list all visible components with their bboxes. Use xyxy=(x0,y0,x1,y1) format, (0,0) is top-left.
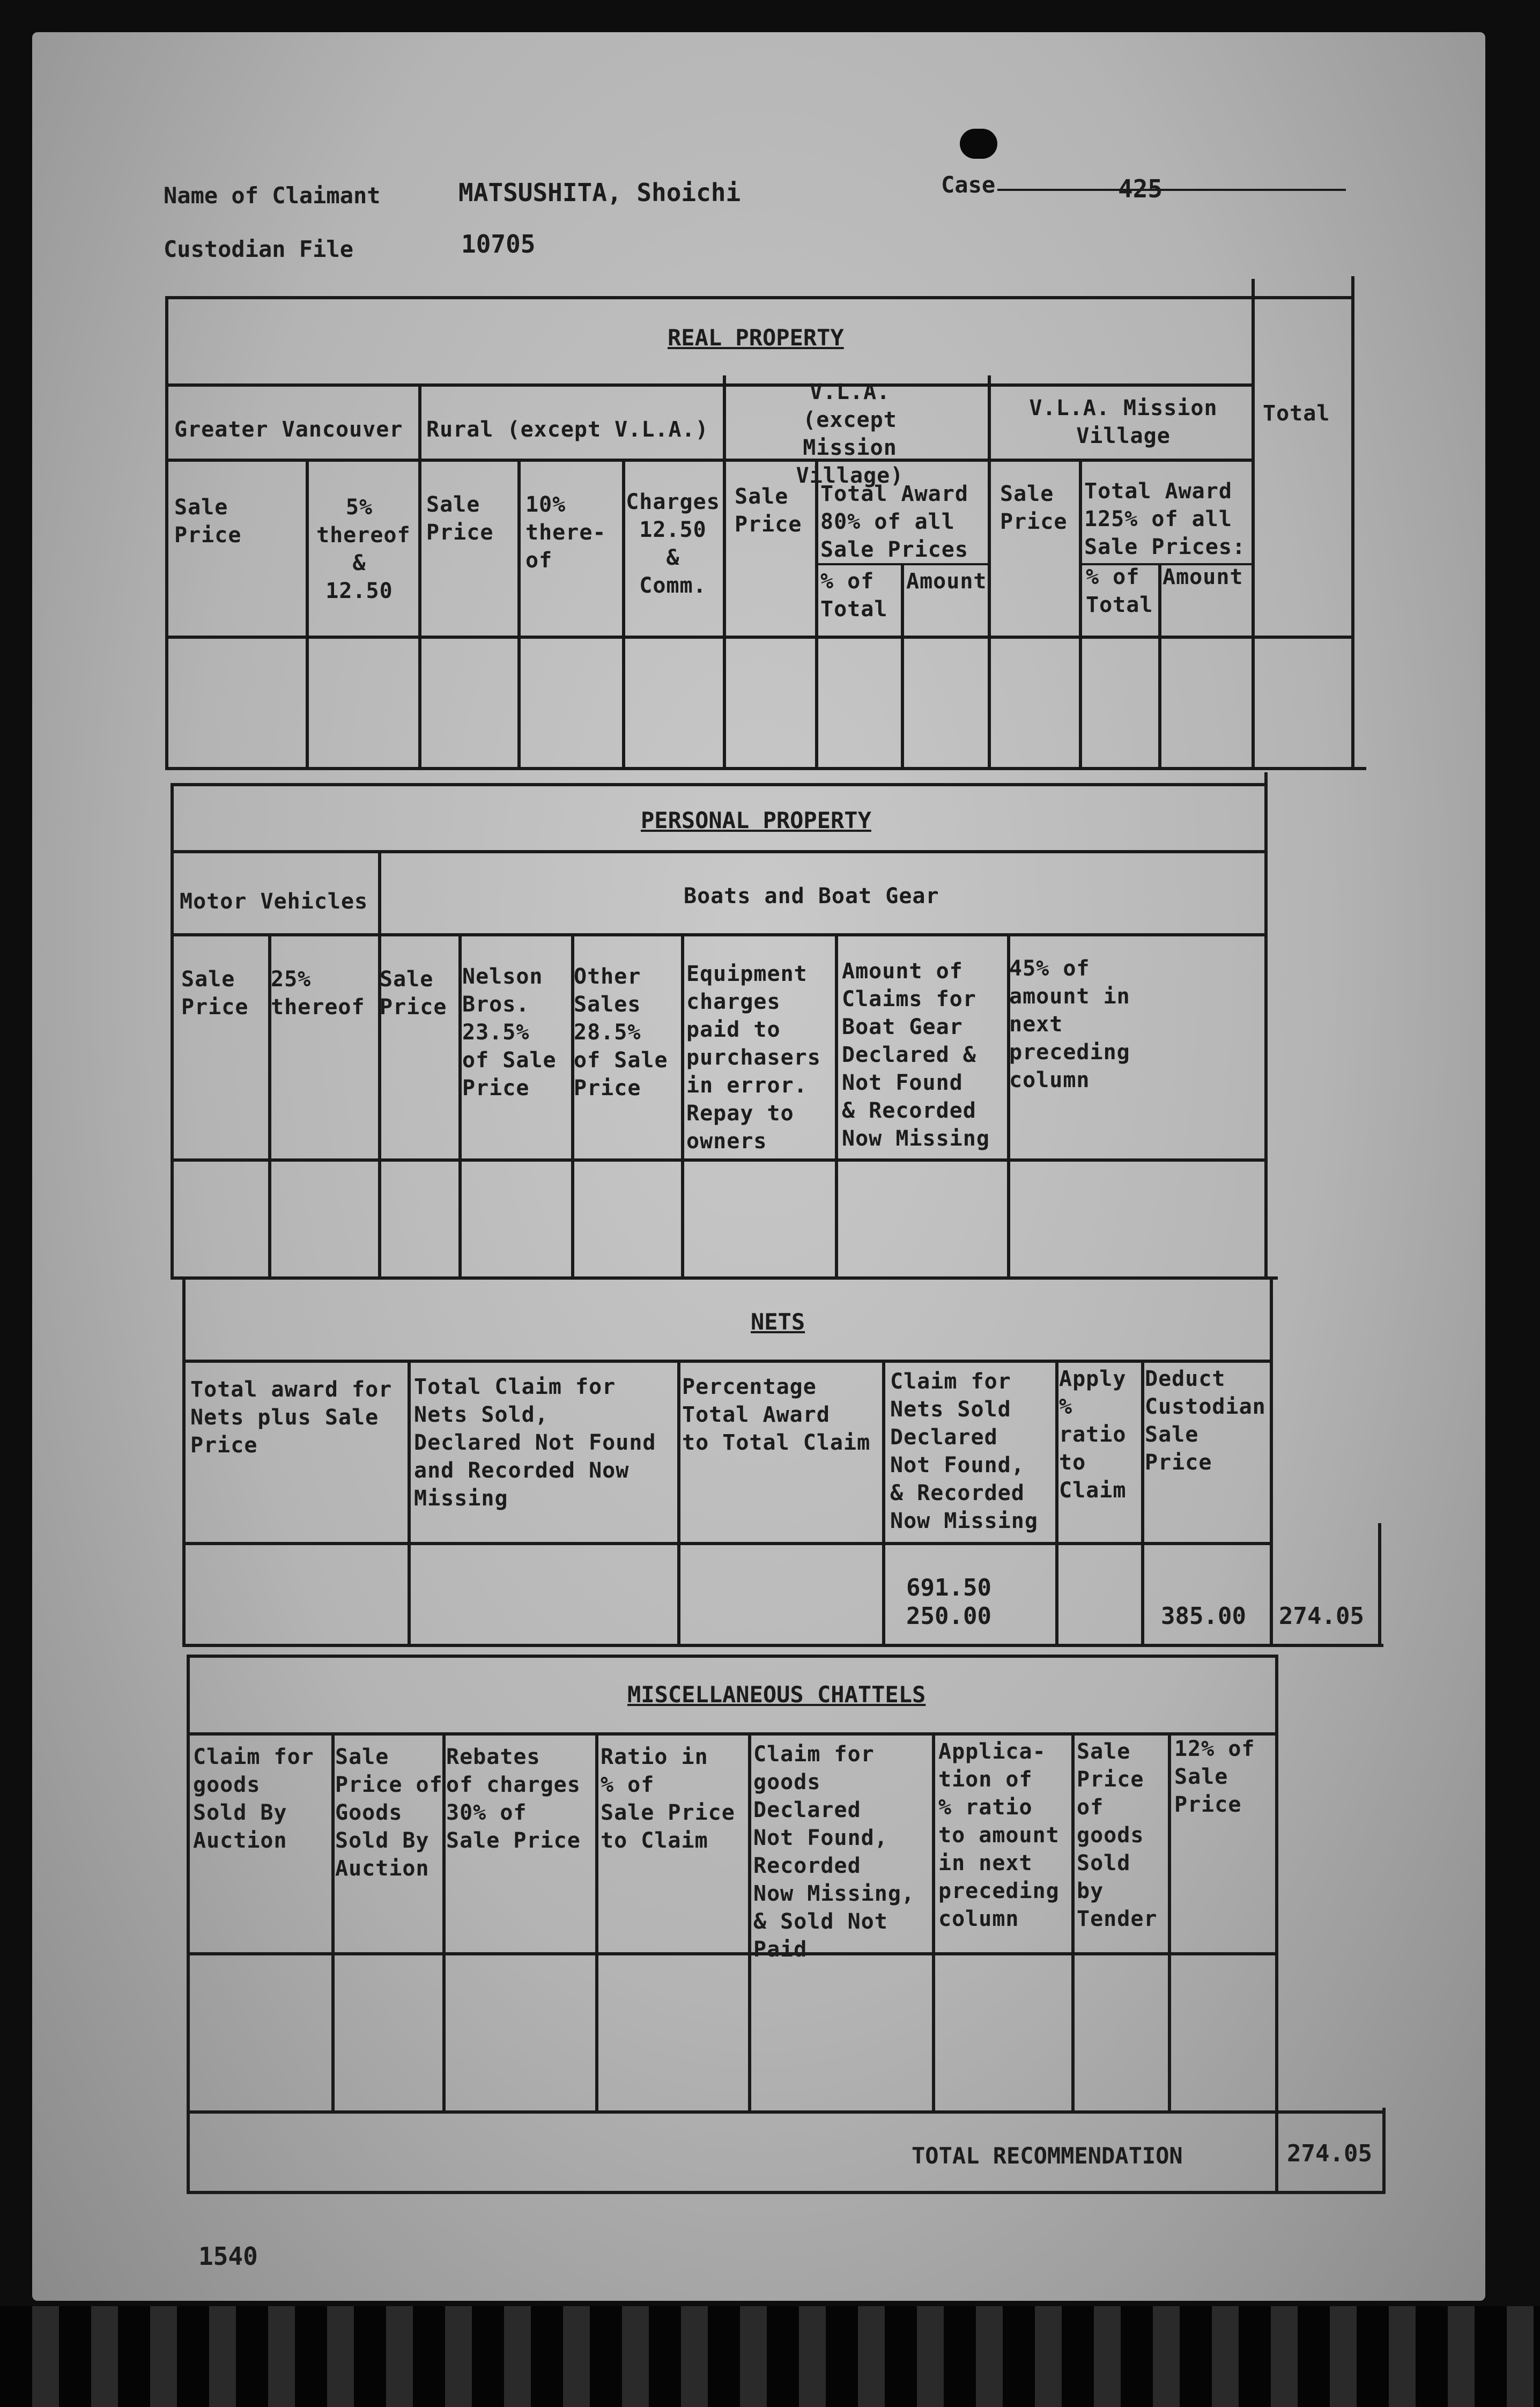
custodian-file-label: Custodian File xyxy=(164,236,354,262)
motor-vehicles-header: Motor Vehicles xyxy=(180,889,368,914)
vla-total-award-header: Total Award 80% of all Sale Prices xyxy=(820,482,968,562)
deduct-custodian-header: Deduct Custodian Sale Price xyxy=(1145,1367,1266,1475)
rural-10pct-header: 10% there- of xyxy=(525,492,606,573)
boat-sale-price-header: Sale Price xyxy=(380,967,447,1020)
boats-header: Boats and Boat Gear xyxy=(684,884,939,909)
sold-by-tender-header: Sale Price of goods Sold by Tender xyxy=(1077,1739,1158,1931)
claim-auction-header: Claim for goods Sold By Auction xyxy=(193,1745,314,1853)
mv-sale-price-header: Sale Price xyxy=(181,967,249,1020)
mission-sale-price-header: Sale Price xyxy=(1000,482,1068,534)
vla-pct-total-header: % of Total xyxy=(820,569,888,622)
punch-hole xyxy=(960,129,997,159)
vla-amount-header: Amount xyxy=(906,569,987,594)
greater-vancouver-header: Greater Vancouver xyxy=(174,417,403,442)
nets-claim-value-1: 691.50 xyxy=(906,1574,991,1601)
claimant-label: Name of Claimant xyxy=(164,182,381,209)
custodian-file-value: 10705 xyxy=(461,230,536,259)
apply-ratio-header: Apply % ratio to Claim xyxy=(1059,1367,1127,1503)
personal-property-title: PERSONAL PROPERTY xyxy=(641,807,871,833)
sale-auction-header: Sale Price of Goods Sold By Auction xyxy=(335,1745,443,1881)
footer-number: 1540 xyxy=(198,2242,258,2271)
rebates-header: Rebates of charges 30% of Sale Price xyxy=(446,1745,581,1853)
rural-sale-price-header: Sale Price xyxy=(426,492,494,545)
total-award-nets-header: Total award for Nets plus Sale Price xyxy=(190,1377,393,1458)
total-recommendation-value: 274.05 xyxy=(1287,2140,1372,2167)
mission-total-award-header: Total Award 125% of all Sale Prices: xyxy=(1084,479,1246,559)
rural-header: Rural (except V.L.A.) xyxy=(426,417,709,442)
case-label: Case xyxy=(941,172,996,198)
real-property-title: REAL PROPERTY xyxy=(668,324,844,351)
application-header: Applica- tion of % ratio to amount in next preceding column xyxy=(938,1739,1060,1931)
vla-mission-header: V.L.A. Mission Village xyxy=(1029,396,1218,448)
nets-deduct-value: 385.00 xyxy=(1161,1603,1246,1630)
45pct-header: 45% of amount in next preceding column xyxy=(1009,956,1130,1092)
nets-title: NETS xyxy=(751,1309,805,1335)
rural-charges-header: Charges 12.50 & Comm. xyxy=(626,490,720,598)
claim-declared-header: Claim for goods Declared Not Found, Recorded Now Missing, & Sold Not Paid xyxy=(753,1742,915,1962)
claim-nets-sold-header: Claim for Nets Sold Declared Not Found, & Recorded Now Missing xyxy=(890,1369,1038,1533)
gv-5pct-header: 5% thereof & 12.50 xyxy=(316,495,411,603)
12pct-header: 12% of Sale Price xyxy=(1174,1737,1255,1817)
vla-header: V.L.A. (except Mission Village) xyxy=(796,380,904,488)
total-claim-nets-header: Total Claim for Nets Sold, Declared Not Found and Recorded Now Missing xyxy=(414,1375,656,1511)
case-underline xyxy=(997,189,1346,191)
percentage-header: Percentage Total Award to Total Claim xyxy=(682,1375,871,1455)
mission-pct-total-header: % of Total xyxy=(1086,565,1153,617)
mv-25pct-header: 25% thereof xyxy=(271,967,365,1020)
nelson-bros-header: Nelson Bros. 23.5% of Sale Price xyxy=(462,964,557,1101)
film-edge xyxy=(0,2306,1540,2407)
nets-total-value: 274.05 xyxy=(1279,1603,1364,1630)
boat-gear-claims-header: Amount of Claims for Boat Gear Declared & Not Found & Recorded Now Missing xyxy=(842,959,990,1151)
gv-sale-price-header: Sale Price xyxy=(174,495,242,548)
case-value: 425 xyxy=(1118,174,1163,203)
equipment-charges-header: Equipment charges paid to purchasers in error. Repay to owners xyxy=(686,962,821,1154)
total-header: Total xyxy=(1263,401,1330,426)
other-sales-header: Other Sales 28.5% of Sale Price xyxy=(574,964,668,1101)
total-recommendation-label: TOTAL RECOMMENDATION xyxy=(912,2143,1183,2169)
misc-chattels-title: MISCELLANEOUS CHATTELS xyxy=(627,1681,926,1708)
vla-sale-price-header: Sale Price xyxy=(735,484,802,537)
claimant-value: MATSUSHITA, Shoichi xyxy=(458,178,741,207)
mission-amount-header: Amount xyxy=(1163,565,1243,589)
nets-claim-value-2: 250.00 xyxy=(906,1603,991,1630)
ratio-header: Ratio in % of Sale Price to Claim xyxy=(601,1745,735,1853)
